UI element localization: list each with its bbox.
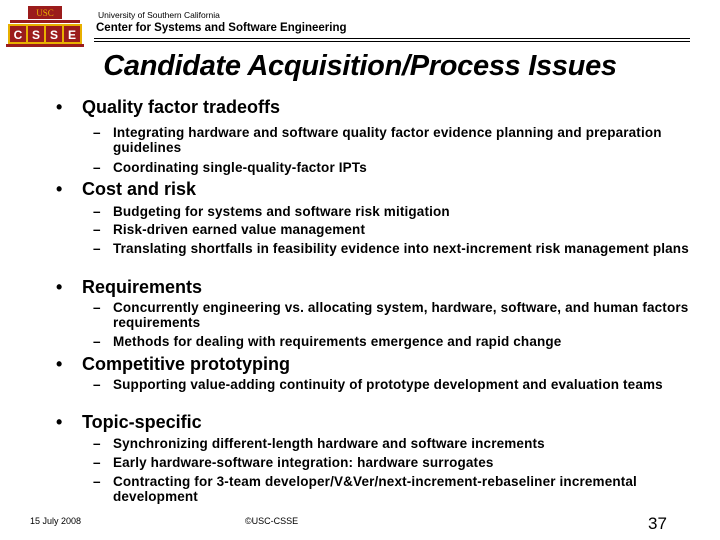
sub-item-text: Supporting value-adding continuity of prototype development and evaluation teams: [113, 377, 663, 392]
bullet-label: Topic-specific: [82, 412, 202, 432]
bullet-marker: •: [56, 277, 63, 297]
university-name: University of Southern California: [98, 10, 220, 20]
bullet-label: Quality factor tradeoffs: [82, 97, 281, 117]
logo-top-text: USC: [36, 8, 54, 18]
dash-marker: –: [93, 204, 101, 219]
sub-item-text: Concurrently engineering vs. allocating system, hardware, software, and human factors requirements: [113, 300, 689, 330]
dash-marker: –: [93, 241, 101, 256]
bullet-topic-specific: [56, 412, 202, 432]
sub-item: [93, 222, 693, 237]
sub-item: [93, 334, 693, 349]
svg-text:E: E: [67, 28, 77, 42]
dash-marker: –: [93, 222, 101, 237]
bullet-label: Cost and risk: [82, 179, 197, 199]
bullet-cost-risk: [56, 179, 196, 199]
svg-text:C: C: [13, 28, 23, 42]
sub-item-text: Integrating hardware and software quality factor evidence planning and preparation guidelines: [113, 125, 662, 155]
bullet-requirements: [56, 277, 202, 297]
dash-marker: –: [93, 300, 101, 315]
sub-item: [93, 474, 693, 504]
bullet-quality-factor: [56, 97, 280, 117]
center-name: Center for Systems and Software Engineering: [96, 22, 347, 34]
dash-marker: –: [93, 160, 101, 175]
sub-item-text: Synchronizing different-length hardware and software increments: [113, 436, 545, 451]
usc-csse-logo: [6, 6, 86, 48]
bullet-marker: •: [56, 412, 63, 432]
bullet-label: Competitive prototyping: [82, 354, 290, 374]
bullet-competitive-prototyping: [56, 354, 290, 374]
dash-marker: –: [93, 125, 101, 140]
svg-text:S: S: [31, 28, 41, 42]
bullet-label: Requirements: [82, 277, 203, 297]
sub-item: [93, 125, 693, 155]
svg-text:S: S: [49, 28, 59, 42]
dash-marker: –: [93, 377, 101, 392]
sub-item: [93, 241, 693, 256]
sub-item: [93, 455, 693, 470]
page-number: 37: [648, 514, 667, 533]
sub-item: [93, 300, 693, 330]
header-rule: [94, 38, 690, 39]
sub-item: [93, 436, 693, 451]
sub-item: [93, 204, 693, 219]
bullet-marker: •: [56, 179, 63, 199]
sub-item-text: Budgeting for systems and software risk mitigation: [113, 204, 450, 219]
footer-date: 15 July 2008: [30, 516, 82, 526]
sub-item-text: Translating shortfalls in feasibility evidence into next-increment risk management plans: [113, 241, 689, 256]
sub-item-text: Methods for dealing with requirements emergence and rapid change: [113, 334, 562, 349]
footer-copyright: ©USC-CSSE: [245, 516, 299, 526]
bullet-marker: •: [56, 354, 63, 374]
sub-item-text: Coordinating single-quality-factor IPTs: [113, 160, 367, 175]
dash-marker: –: [93, 436, 101, 451]
dash-marker: –: [93, 334, 101, 349]
sub-item-text: Contracting for 3-team developer/V&Ver/next-increment-rebaseliner incremental development: [113, 474, 637, 504]
dash-marker: –: [93, 474, 101, 489]
sub-item: [93, 377, 693, 392]
sub-item-text: Early hardware-software integration: hardware surrogates: [113, 455, 494, 470]
slide-title: Candidate Acquisition/Process Issues: [103, 50, 617, 82]
header-rule: [94, 41, 690, 42]
bullet-marker: •: [56, 97, 63, 117]
sub-item: [93, 160, 693, 175]
dash-marker: –: [93, 455, 101, 470]
sub-item-text: Risk-driven earned value management: [113, 222, 366, 237]
